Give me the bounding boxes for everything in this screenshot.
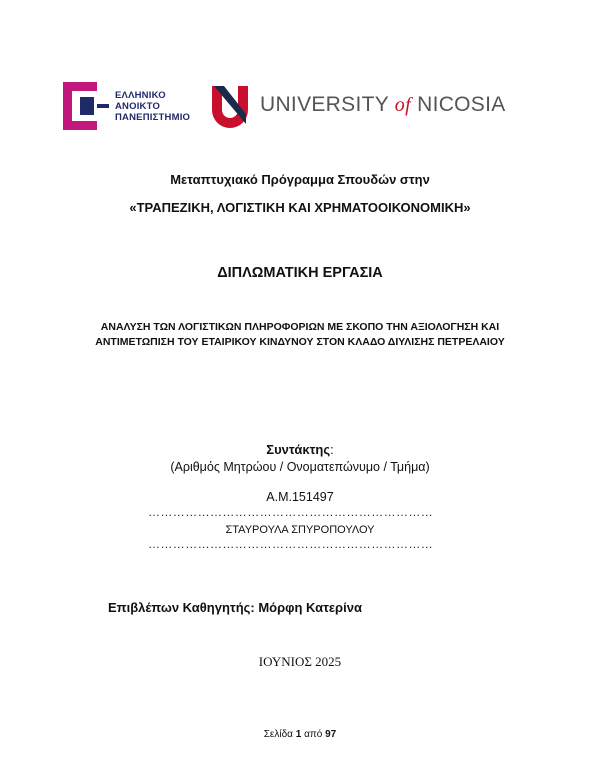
registration-number: Α.Μ.151497: [266, 490, 334, 504]
thesis-type-heading: ΔΙΠΛΩΜΑΤΙΚΗ ΕΡΓΑΣΙΑ: [217, 265, 383, 281]
eap-logo-text: [115, 90, 190, 123]
program-line: Μεταπτυχιακό Πρόγραμμα Σπουδών στην: [170, 172, 430, 187]
eap-logo: [63, 80, 198, 132]
author-name: ΣΤΑΥΡΟΥΛΑ ΣΠΥΡΟΠΟΥΛΟΥ: [225, 524, 375, 536]
dotted-line-top: ……………………………………………………………: [148, 505, 434, 519]
unic-logo-mark-icon: [210, 84, 250, 128]
unic-logo-university: UNIVERSITY: [260, 93, 389, 116]
footer-prefix: Σελίδα: [263, 729, 293, 740]
eap-logo-line1: ΕΛΛΗΝΙΚΟ: [115, 90, 166, 101]
author-label: [0, 442, 600, 457]
unic-logo-text: [260, 93, 506, 117]
footer-total-pages: 97: [325, 729, 337, 740]
submission-date: ΙΟΥΝΙΟΣ 2025: [258, 654, 342, 669]
thesis-title-line1: ΑΝΑΛΥΣΗ ΤΩΝ ΛΟΓΙΣΤΙΚΩΝ ΠΛΗΡΟΦΟΡΙΩΝ ΜΕ ΣΚΟΠΟ ΤΗΝ ΑΞΙΟΛΟΓΗΣΗ ΚΑΙ: [100, 321, 500, 333]
thesis-title: [0, 320, 600, 350]
author-label-colon: :: [330, 442, 334, 457]
footer-middle: από: [304, 729, 323, 740]
unic-logo-nicosia: NICOSIA: [417, 93, 506, 116]
footer-current-page: 1: [295, 729, 302, 740]
eap-logo-mark-icon: [63, 80, 111, 132]
author-label-text: Συντάκτης: [266, 442, 331, 457]
unic-logo: [210, 84, 506, 128]
eap-logo-line3: ΠΑΝΕΠΙΣΤΗΜΙΟ: [115, 112, 191, 123]
unic-logo-of: of: [394, 94, 411, 116]
author-sublabel: (Αριθμός Μητρώου / Ονοματεπώνυμο / Τμήμα): [170, 460, 430, 474]
dotted-line-bottom: ……………………………………………………………: [148, 537, 434, 551]
program-name: «ΤΡΑΠΕΖΙΚΗ, ΛΟΓΙΣΤΙΚΗ ΚΑΙ ΧΡΗΜΑΤΟΟΙΚΟΝΟΜΙΚΗ»: [129, 200, 471, 215]
thesis-title-line2: ΑΝΤΙΜΕΤΩΠΙΣΗ ΤΟΥ ΕΤΑΙΡΙΚΟΥ ΚΙΝΔΥΝΟΥ ΣΤΟΝ ΚΛΑΔΟ ΔΙΥΛΙΣΗΣ ΠΕΤΡΕΛΑΙΟΥ: [95, 336, 505, 348]
page-footer: [0, 729, 600, 740]
supervisor: Επιβλέπων Καθηγητής: Μόρφη Κατερίνα: [108, 600, 362, 615]
eap-logo-line2: ΑΝΟΙΚΤΟ: [115, 101, 161, 112]
